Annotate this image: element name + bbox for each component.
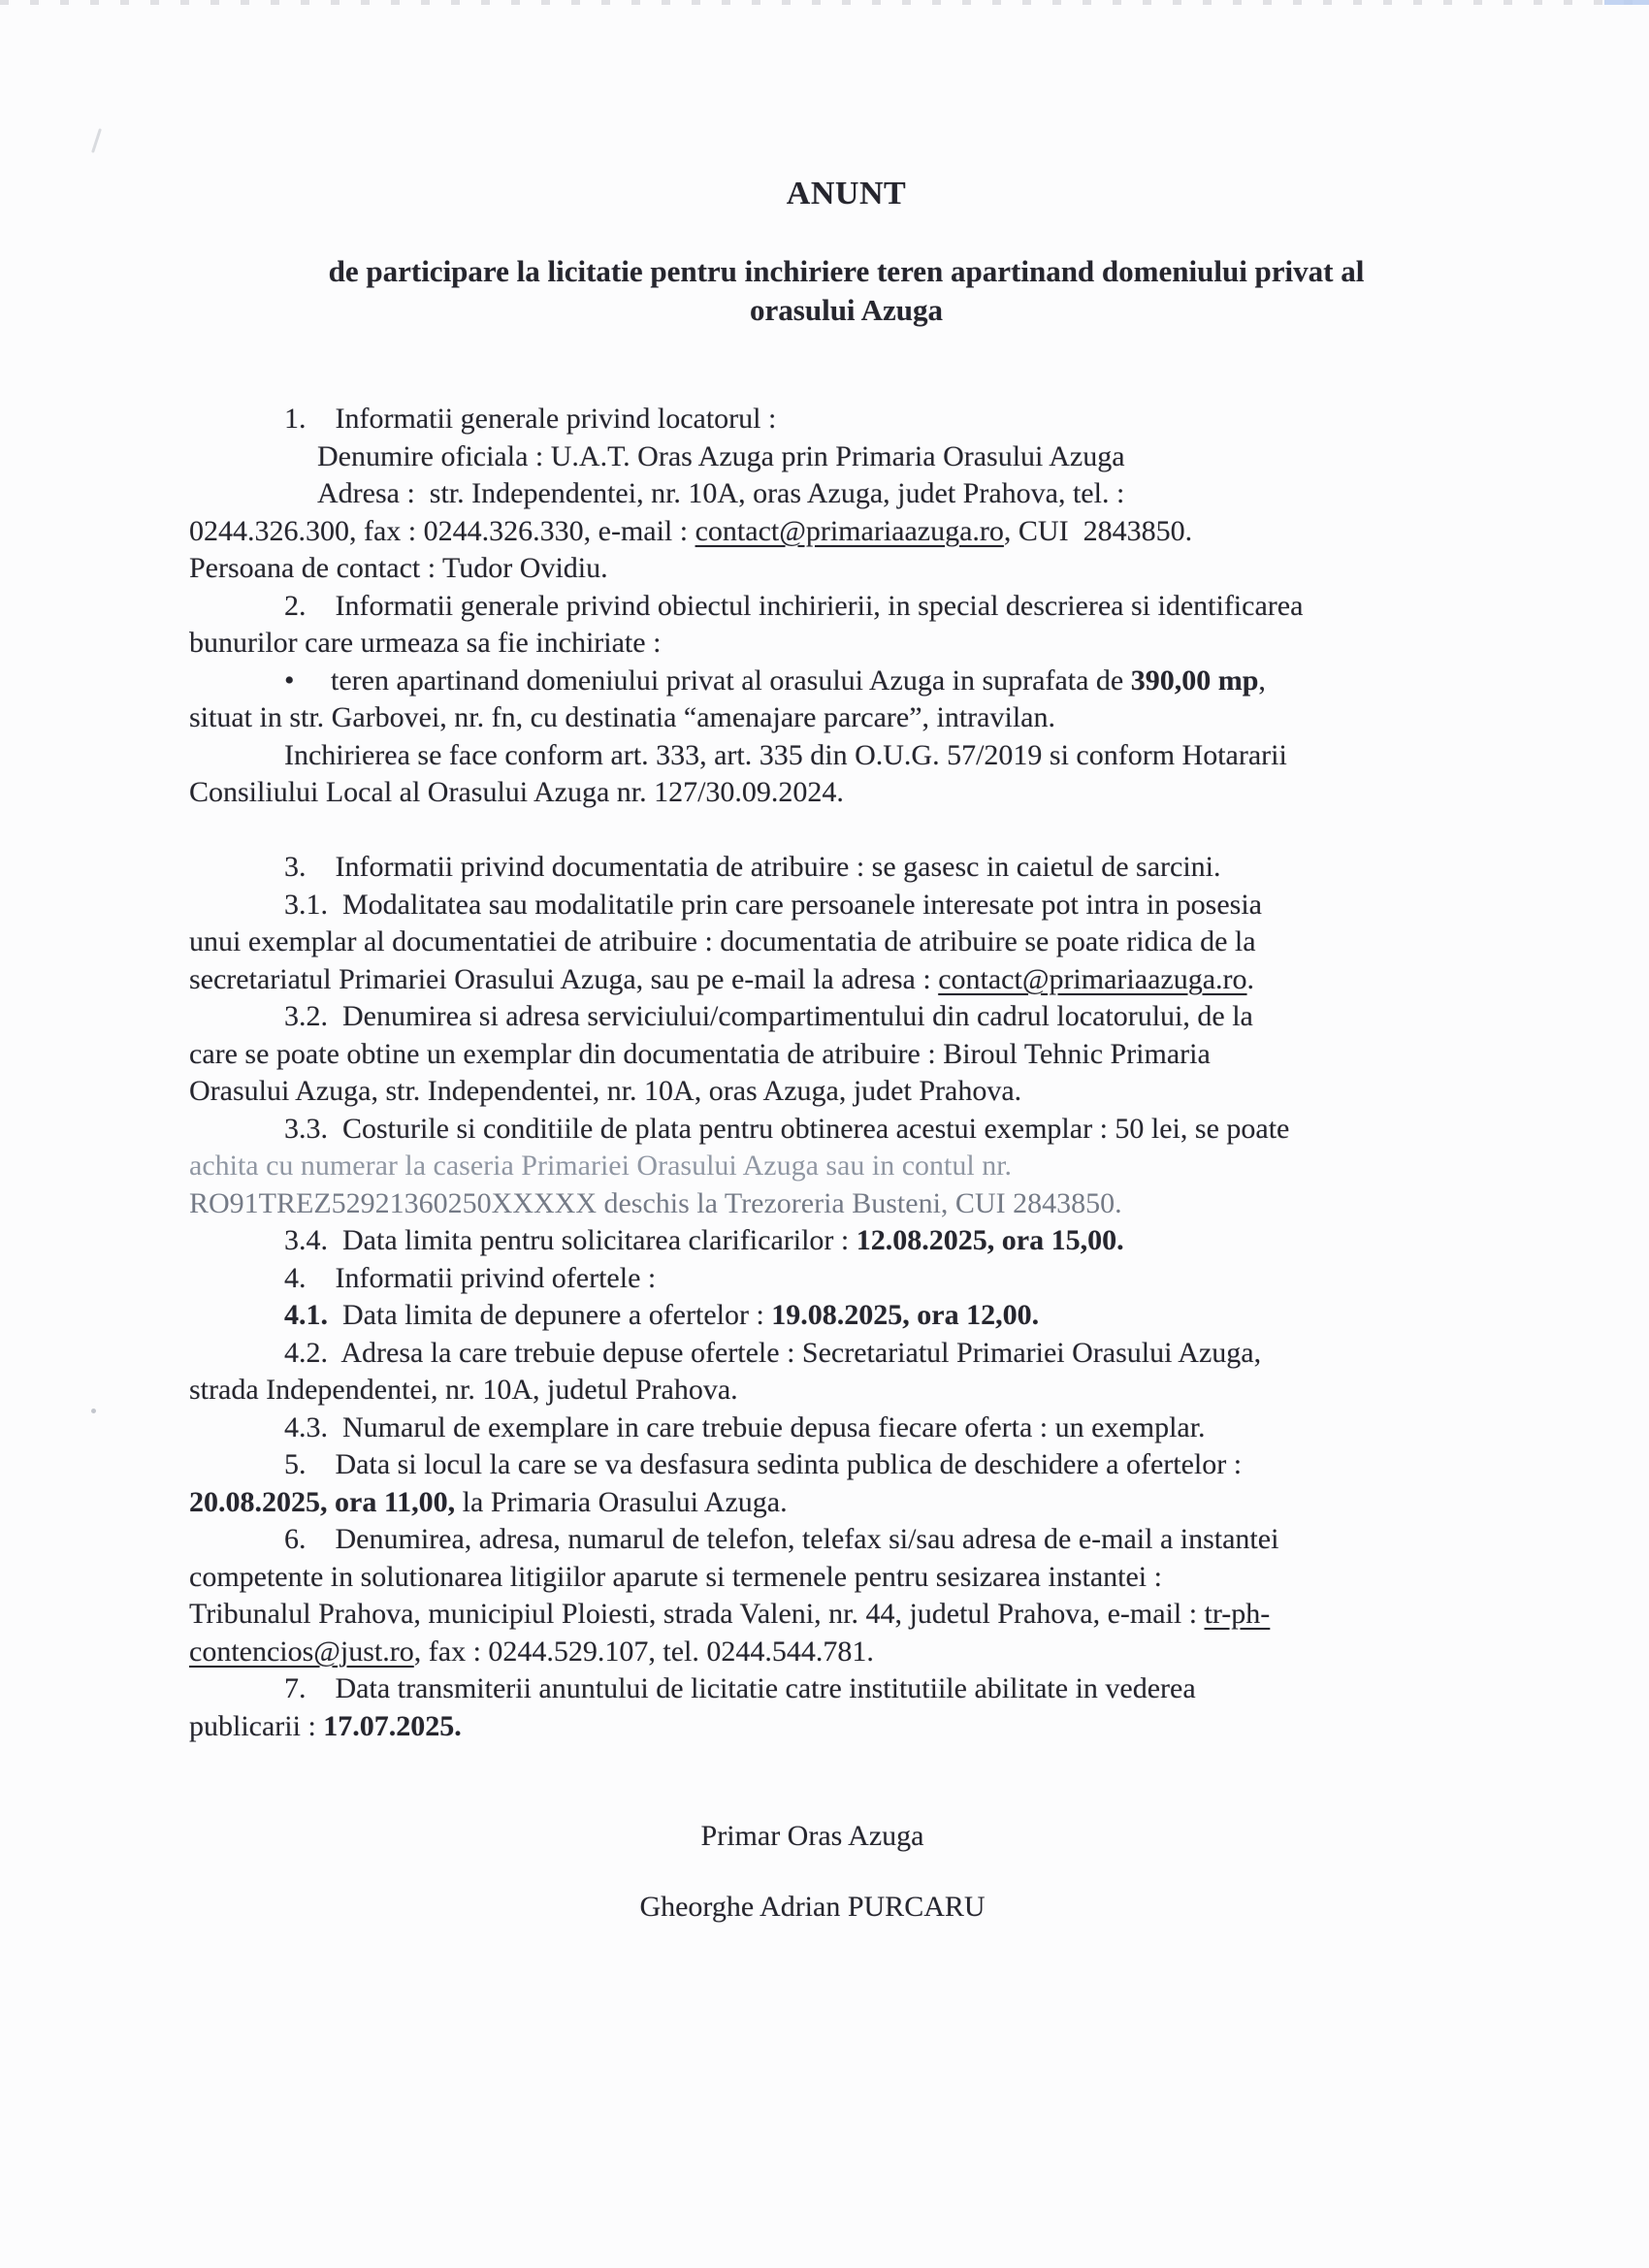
text-segment: 3.1. Modalitatea sau modalitatile prin care persoanele interesate pot intra in posesia <box>284 888 1262 921</box>
text-segment: competente in solutionarea litigiilor aparute si termenele pentru sesizarea instantei : <box>189 1560 1162 1593</box>
bold-text: 12.08.2025, ora 15,00. <box>856 1224 1124 1256</box>
text-segment: , <box>1258 664 1266 697</box>
scan-corner-artifact <box>1604 0 1649 5</box>
text-segment: Tribunalul Prahova, municipiul Ploiesti, strada Valeni, nr. 44, judetul Prahova, e-mail : <box>189 1598 1205 1630</box>
text-segment: 3.3. Costurile si conditiile de plata pentru obtinerea acestui exemplar : 50 lei, se poate <box>284 1112 1290 1145</box>
underlined-email-text: tr-ph- <box>1204 1598 1271 1630</box>
signature-role: Primar Oras Azuga <box>700 1820 924 1852</box>
text-segment: 2. Informatii generale privind obiectul inchirierii, in special descrierea si identificarea <box>284 589 1304 622</box>
body-line <box>189 1670 1504 1708</box>
text-segment: 5. Data si locul la care se va desfasura sedinta publica de deschidere a ofertelor : <box>284 1448 1243 1480</box>
text-segment: bunurilor care urmeaza sa fie inchiriate : <box>189 627 662 659</box>
text-segment: unui exemplar al documentatiei de atribuire : documentatia de atribuire se poate ridica de la <box>189 925 1256 957</box>
body-line <box>189 923 1504 961</box>
text-segment: publicarii : <box>189 1709 324 1742</box>
body-line <box>189 1634 1504 1671</box>
document-body <box>189 401 1504 1745</box>
body-line <box>189 588 1504 626</box>
document-title: ANUNT <box>786 176 907 211</box>
body-line <box>189 1222 1504 1260</box>
text-segment: Denumire oficiala : U.A.T. Oras Azuga prin Primaria Orasului Azuga <box>317 439 1125 472</box>
text-segment: Orasului Azuga, str. Independentei, nr. 10A, oras Azuga, judet Prahova. <box>189 1075 1022 1107</box>
body-line <box>189 1521 1504 1559</box>
text-segment: care se poate obtine un exemplar din documentatia de atribuire : Biroul Tehnic Primaria <box>189 1037 1211 1070</box>
body-line <box>189 998 1504 1036</box>
body-line <box>189 1073 1504 1111</box>
bold-text: 17.07.2025. <box>323 1709 462 1742</box>
text-segment: Inchirierea se face conform art. 333, art. 335 din O.U.G. 57/2019 si conform Hotararii <box>284 738 1287 771</box>
text-segment: 4.2. Adresa la care trebuie depuse ofertele : Secretariatul Primariei Orasului Azuga, <box>284 1336 1262 1369</box>
body-line <box>189 1185 1504 1223</box>
text-segment: . <box>1246 962 1254 995</box>
body-line <box>189 1446 1504 1484</box>
signature-block <box>189 1818 1436 1926</box>
document-subtitle <box>189 252 1504 330</box>
text-segment: 4.3. Numarul de exemplare in care trebuie depusa fiecare oferta : un exemplar. <box>284 1410 1206 1443</box>
text-segment: Consiliului Local al Orasului Azuga nr. 127/30.09.2024. <box>189 776 844 808</box>
text-segment: 1. Informatii generale privind locatorul : <box>284 403 777 435</box>
scan-noise-artifact <box>0 0 1649 5</box>
body-line <box>189 849 1504 887</box>
body-line <box>189 1596 1504 1634</box>
text-segment: situat in str. Garbovei, nr. fn, cu destinatia “amenajare parcare”, intravilan. <box>189 701 1055 733</box>
body-line <box>189 438 1504 476</box>
scan-speck-artifact <box>91 1409 96 1413</box>
body-line <box>189 887 1504 924</box>
text-segment: 7. Data transmiterii anuntului de licitatie catre institutiile abilitate in vederea <box>284 1672 1196 1704</box>
text-segment: 3.4. Data limita pentru solicitarea clarificarilor : <box>284 1224 857 1256</box>
body-line <box>189 737 1504 775</box>
body-line <box>189 625 1504 663</box>
body-line <box>189 1111 1504 1149</box>
body-line <box>189 1484 1504 1522</box>
body-line <box>189 401 1504 438</box>
text-segment: Persoana de contact : Tudor Ovidiu. <box>189 552 608 584</box>
text-segment: RO91TREZ52921360250XXXXX deschis la Trezoreria Busteni, CUI 2843850. <box>189 1186 1122 1219</box>
blank-line <box>189 812 1504 850</box>
text-segment: la Primaria Orasului Azuga. <box>455 1485 788 1518</box>
body-line <box>189 513 1504 551</box>
text-segment: 4. Informatii privind ofertele : <box>284 1261 657 1294</box>
body-line <box>189 663 1504 700</box>
text-segment: , CUI 2843850. <box>1003 514 1193 547</box>
subtitle-line: orasului Azuga <box>750 293 943 327</box>
body-line <box>189 699 1504 737</box>
text-segment: secretariatul Primariei Orasului Azuga, sau pe e-mail la adresa : <box>189 962 939 995</box>
body-line <box>189 1297 1504 1335</box>
signature-name: Gheorghe Adrian PURCARU <box>639 1890 986 1923</box>
text-segment: • teren apartinand domeniului privat al orasului Azuga in suprafata de <box>284 664 1131 697</box>
body-line <box>189 1036 1504 1074</box>
body-line <box>189 1559 1504 1597</box>
underlined-email-text: contact@primariaazuga.ro <box>938 962 1247 995</box>
text-segment: strada Independentei, nr. 10A, judetul Prahova. <box>189 1374 738 1406</box>
text-segment: achita cu numerar la caseria Primariei Orasului Azuga sau in contul nr. <box>189 1150 1013 1182</box>
bold-text: 20.08.2025, ora 11,00, <box>189 1485 456 1518</box>
subtitle-line: de participare la licitatie pentru inchiriere teren apartinand domeniului privat al <box>328 254 1365 288</box>
body-line <box>189 475 1504 513</box>
text-segment: Data limita de depunere a ofertelor : <box>328 1299 772 1331</box>
body-line <box>189 1708 1504 1746</box>
text-segment: , fax : 0244.529.107, tel. 0244.544.781. <box>413 1635 874 1668</box>
text-segment: 3.2. Denumirea si adresa serviciului/compartimentului din cadrul locatorului, de la <box>284 1000 1253 1032</box>
body-line <box>189 1148 1504 1185</box>
text-segment: Adresa : str. Independentei, nr. 10A, oras Azuga, judet Prahova, tel. : <box>317 477 1125 509</box>
underlined-email-text: contencios@just.ro <box>189 1635 414 1668</box>
body-line <box>189 1260 1504 1298</box>
bold-text: 390,00 mp <box>1130 664 1259 697</box>
underlined-email-text: contact@primariaazuga.ro <box>695 514 1004 547</box>
body-line <box>189 774 1504 812</box>
text-segment: 6. Denumirea, adresa, numarul de telefon, telefax si/sau adresa de e-mail a instantei <box>284 1523 1279 1555</box>
body-line <box>189 961 1504 999</box>
body-line <box>189 1335 1504 1373</box>
body-line <box>189 1409 1504 1447</box>
bold-text: 4.1. <box>284 1299 328 1331</box>
bold-text: 19.08.2025, ora 12,00. <box>771 1299 1040 1331</box>
text-segment: 3. Informatii privind documentatia de atribuire : se gasesc in caietul de sarcini. <box>284 851 1221 883</box>
body-line <box>189 1372 1504 1409</box>
text-segment: 0244.326.300, fax : 0244.326.330, e-mail : <box>189 514 695 547</box>
body-line <box>189 550 1504 588</box>
